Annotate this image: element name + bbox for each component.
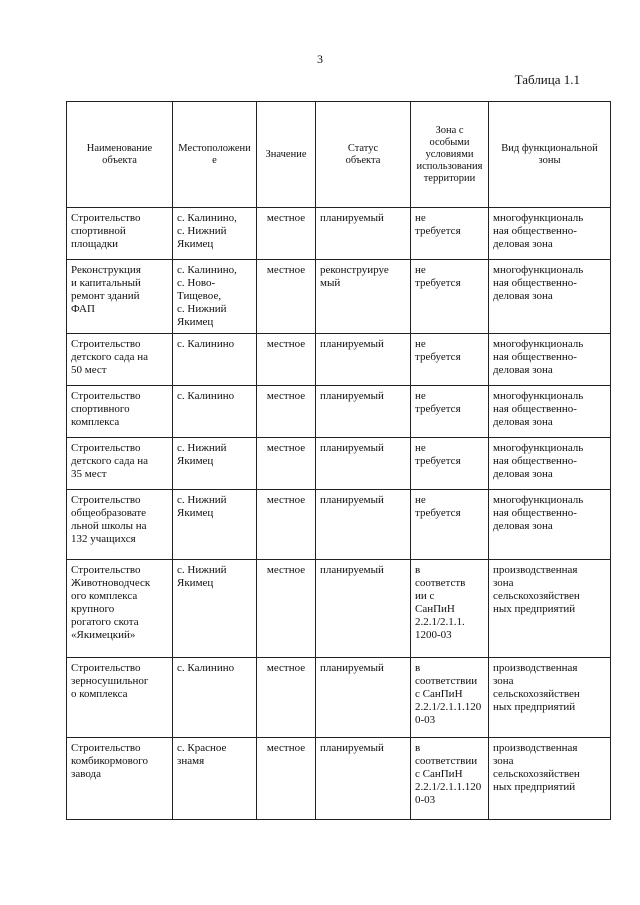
table-row: [67, 438, 611, 490]
header-significance: Значение: [257, 102, 316, 208]
table-header-row: [67, 102, 611, 208]
cell-significance: местное: [257, 560, 316, 658]
cell-location: с. Калинино: [173, 334, 257, 386]
cell-significance: местное: [257, 438, 316, 490]
cell-location: с. Красное знамя: [173, 738, 257, 820]
cell-location: с. Нижний Якимец: [173, 490, 257, 560]
cell-object-name: Строительство спортивного комплекса: [67, 386, 173, 438]
cell-special-zone: в соответств ии с СанПиН 2.2.1/2.1.1. 1200-03: [411, 560, 489, 658]
cell-object-name: Строительство Животноводческ ого комплекса крупного рогатого скота «Якимецкий»: [67, 560, 173, 658]
header-location: Местоположение: [173, 102, 257, 208]
table-caption: Таблица 1.1: [514, 72, 580, 87]
cell-function-zone: многофункциональ ная общественно- деловая зона: [489, 438, 611, 490]
cell-location: с. Калинино: [173, 386, 257, 438]
cell-object-name: Строительство комбикормового завода: [67, 738, 173, 820]
cell-significance: местное: [257, 334, 316, 386]
cell-status: планируемый: [316, 490, 411, 560]
cell-object-name: Строительство спортивной площадки: [67, 208, 173, 260]
cell-special-zone: не требуется: [411, 208, 489, 260]
objects-table: [66, 101, 611, 820]
table-row: [67, 560, 611, 658]
cell-status: планируемый: [316, 334, 411, 386]
header-special-zone: Зона с особыми условиями использования территории: [411, 102, 489, 208]
cell-status: реконструируе мый: [316, 260, 411, 334]
cell-special-zone: в соответствии с СанПиН 2.2.1/2.1.1.120 0-03: [411, 738, 489, 820]
cell-significance: местное: [257, 738, 316, 820]
cell-object-name: Строительство общеобразовате льной школы на 132 учащихся: [67, 490, 173, 560]
cell-significance: местное: [257, 658, 316, 738]
table-row: [67, 386, 611, 438]
cell-location: с. Калинино, с. Ново- Тищевое, с. Нижний Якимец: [173, 260, 257, 334]
cell-function-zone: многофункциональ ная общественно- деловая зона: [489, 260, 611, 334]
cell-status: планируемый: [316, 560, 411, 658]
cell-significance: местное: [257, 386, 316, 438]
cell-special-zone: не требуется: [411, 438, 489, 490]
cell-location: с. Калинино, с. Нижний Якимец: [173, 208, 257, 260]
cell-special-zone: не требуется: [411, 490, 489, 560]
cell-special-zone: в соответствии с СанПиН 2.2.1/2.1.1.120 0-03: [411, 658, 489, 738]
cell-status: планируемый: [316, 386, 411, 438]
table-row: [67, 490, 611, 560]
cell-location: с. Нижний Якимец: [173, 438, 257, 490]
cell-function-zone: производственная зона сельскохозяйствен ных предприятий: [489, 560, 611, 658]
cell-function-zone: производственная зона сельскохозяйствен ных предприятий: [489, 738, 611, 820]
header-object-name: Наименование объекта: [67, 102, 173, 208]
cell-function-zone: многофункциональ ная общественно- деловая зона: [489, 386, 611, 438]
cell-object-name: Строительство зерносушильног о комплекса: [67, 658, 173, 738]
cell-location: с. Калинино: [173, 658, 257, 738]
cell-status: планируемый: [316, 658, 411, 738]
table-row: [67, 738, 611, 820]
cell-location: с. Нижний Якимец: [173, 560, 257, 658]
cell-status: планируемый: [316, 738, 411, 820]
page-number: 3: [317, 52, 323, 66]
cell-function-zone: многофункциональ ная общественно- деловая зона: [489, 334, 611, 386]
cell-significance: местное: [257, 208, 316, 260]
table-row: [67, 260, 611, 334]
cell-status: планируемый: [316, 208, 411, 260]
cell-special-zone: не требуется: [411, 334, 489, 386]
cell-significance: местное: [257, 490, 316, 560]
table-row: [67, 334, 611, 386]
cell-object-name: Реконструкция и капитальный ремонт зданий ФАП: [67, 260, 173, 334]
cell-special-zone: не требуется: [411, 386, 489, 438]
cell-object-name: Строительство детского сада на 35 мест: [67, 438, 173, 490]
cell-significance: местное: [257, 260, 316, 334]
cell-special-zone: не требуется: [411, 260, 489, 334]
table-row: [67, 208, 611, 260]
table-row: [67, 658, 611, 738]
cell-function-zone: производственная зона сельскохозяйствен ных предприятий: [489, 658, 611, 738]
header-function-zone: Вид функциональной зоны: [489, 102, 611, 208]
cell-function-zone: многофункциональ ная общественно- деловая зона: [489, 490, 611, 560]
cell-object-name: Строительство детского сада на 50 мест: [67, 334, 173, 386]
cell-status: планируемый: [316, 438, 411, 490]
cell-function-zone: многофункциональ ная общественно- деловая зона: [489, 208, 611, 260]
header-status: Статус объекта: [316, 102, 411, 208]
